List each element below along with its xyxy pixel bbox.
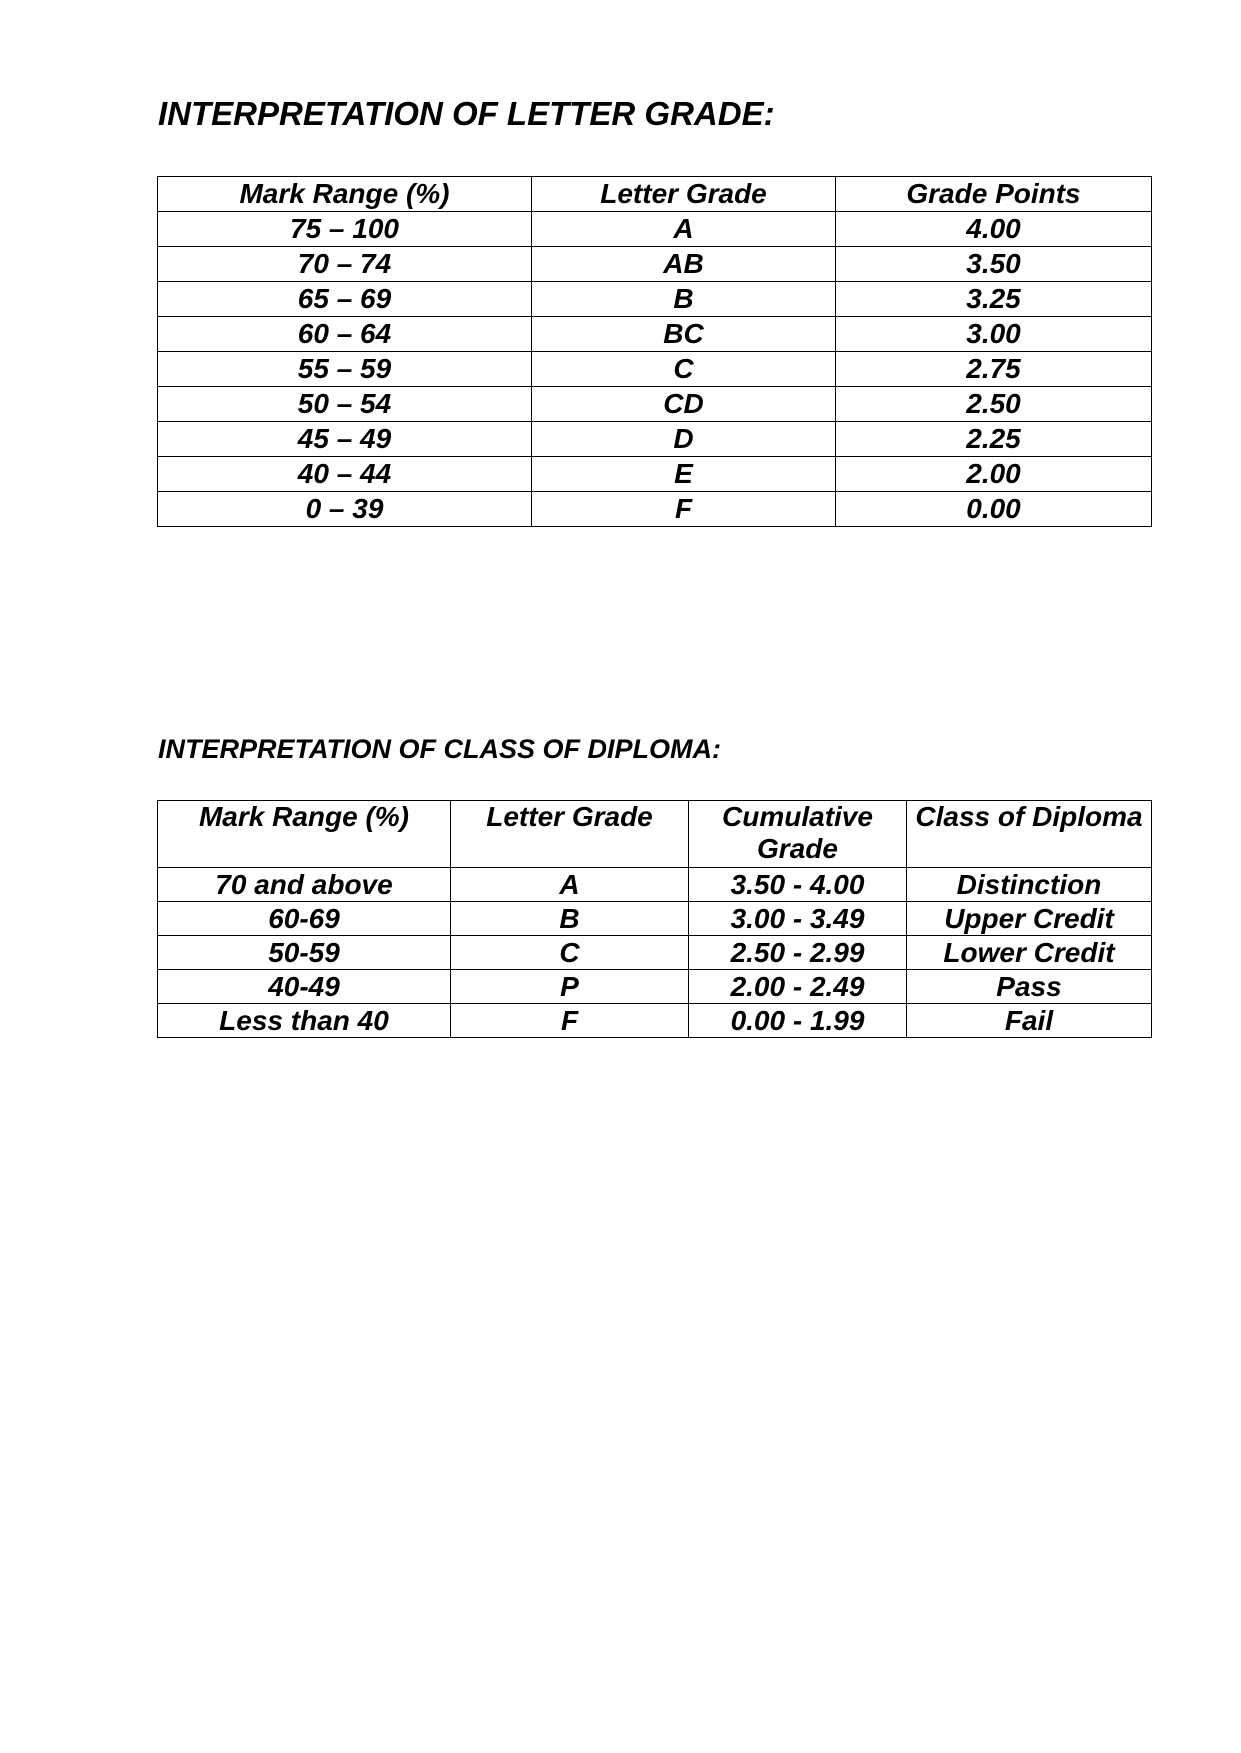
mark-range-cell: 45 – 49 [158, 422, 532, 457]
mark-range-cell: Less than 40 [158, 1004, 451, 1038]
mark-range-cell: 60-69 [158, 902, 451, 936]
cumulative-grade-cell: 3.50 - 4.00 [689, 868, 907, 902]
table-row [158, 457, 1152, 492]
letter-grade-cell: E [532, 457, 836, 492]
mark-range-cell: 75 – 100 [158, 212, 532, 247]
mark-range-cell: 70 – 74 [158, 247, 532, 282]
letter-grade-cell: F [451, 1004, 689, 1038]
letter-grade-cell: BC [532, 317, 836, 352]
mark-range-cell: 0 – 39 [158, 492, 532, 527]
table-row [158, 970, 1152, 1004]
cumulative-grade-cell: 3.00 - 3.49 [689, 902, 907, 936]
grade-points-cell: 0.00 [836, 492, 1152, 527]
grade-points-cell: 4.00 [836, 212, 1152, 247]
grade-points-cell: 2.75 [836, 352, 1152, 387]
table-row [158, 387, 1152, 422]
letter-grade-cell: B [451, 902, 689, 936]
class-of-diploma-cell: Distinction [907, 868, 1152, 902]
column-header-letter-grade: Letter Grade [532, 177, 836, 212]
letter-grade-title: INTERPRETATION OF LETTER GRADE: [158, 95, 775, 132]
letter-grade-cell: A [532, 212, 836, 247]
grade-points-cell: 2.25 [836, 422, 1152, 457]
table-row [158, 352, 1152, 387]
mark-range-cell: 40-49 [158, 970, 451, 1004]
column-header-mark-range: Mark Range (%) [158, 177, 532, 212]
letter-grade-cell: D [532, 422, 836, 457]
class-of-diploma-table [157, 800, 1152, 1038]
mark-range-cell: 50 – 54 [158, 387, 532, 422]
table-row [158, 1004, 1152, 1038]
letter-grade-cell: P [451, 970, 689, 1004]
column-header-class-of-diploma: Class of Diploma [907, 801, 1152, 868]
class-of-diploma-cell: Pass [907, 970, 1152, 1004]
table-header-row [158, 801, 1152, 868]
table-row [158, 422, 1152, 457]
grade-points-cell: 3.25 [836, 282, 1152, 317]
mark-range-cell: 60 – 64 [158, 317, 532, 352]
column-header-letter-grade: Letter Grade [451, 801, 689, 868]
class-of-diploma-cell: Fail [907, 1004, 1152, 1038]
grade-points-cell: 3.50 [836, 247, 1152, 282]
column-header-cumulative-grade: Cumulative Grade [689, 801, 907, 868]
table-row [158, 492, 1152, 527]
table-row [158, 936, 1152, 970]
letter-grade-cell: B [532, 282, 836, 317]
grade-points-cell: 2.50 [836, 387, 1152, 422]
table-row [158, 282, 1152, 317]
table-row [158, 868, 1152, 902]
cumulative-grade-cell: 2.50 - 2.99 [689, 936, 907, 970]
mark-range-cell: 50-59 [158, 936, 451, 970]
table-header-row [158, 177, 1152, 212]
table-row [158, 902, 1152, 936]
class-of-diploma-cell: Lower Credit [907, 936, 1152, 970]
grade-points-cell: 3.00 [836, 317, 1152, 352]
table-row [158, 247, 1152, 282]
letter-grade-cell: C [451, 936, 689, 970]
letter-grade-cell: C [532, 352, 836, 387]
mark-range-cell: 70 and above [158, 868, 451, 902]
mark-range-cell: 55 – 59 [158, 352, 532, 387]
letter-grade-cell: A [451, 868, 689, 902]
column-header-mark-range: Mark Range (%) [158, 801, 451, 868]
mark-range-cell: 65 – 69 [158, 282, 532, 317]
column-header-grade-points: Grade Points [836, 177, 1152, 212]
grade-points-cell: 2.00 [836, 457, 1152, 492]
letter-grade-table [157, 176, 1152, 527]
letter-grade-cell: F [532, 492, 836, 527]
cumulative-grade-cell: 2.00 - 2.49 [689, 970, 907, 1004]
table-row [158, 317, 1152, 352]
letter-grade-cell: CD [532, 387, 836, 422]
mark-range-cell: 40 – 44 [158, 457, 532, 492]
cumulative-grade-cell: 0.00 - 1.99 [689, 1004, 907, 1038]
table-row [158, 212, 1152, 247]
class-of-diploma-title: INTERPRETATION OF CLASS OF DIPLOMA: [158, 734, 721, 764]
class-of-diploma-cell: Upper Credit [907, 902, 1152, 936]
letter-grade-cell: AB [532, 247, 836, 282]
